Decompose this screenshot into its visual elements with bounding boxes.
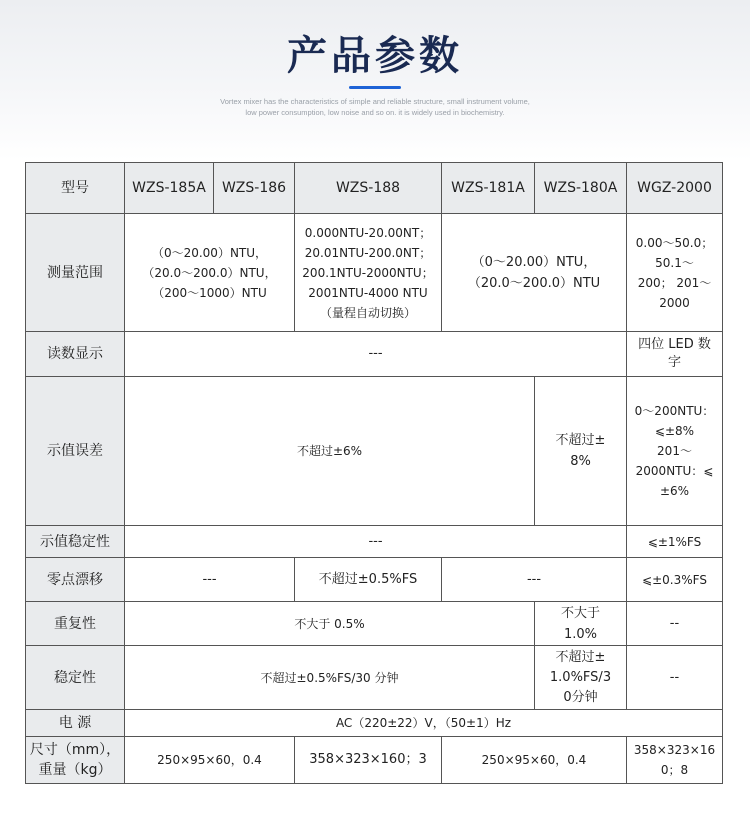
range-text: （20.0～200.0）NTU， (142, 265, 277, 280)
subtitle-line-2: low power consumption, low noise and so on. it is widely used in biochemistry. (245, 108, 505, 117)
title-underline (349, 86, 401, 89)
error-value-wgz-2000 (627, 377, 723, 526)
stability-main: 不超过±0.5%FS/30 分钟 (125, 646, 535, 710)
model-wzs-180a: WZS-180A (535, 163, 627, 214)
zero-drift-188: 不超过±0.5%FS (295, 558, 442, 602)
table-row-power (26, 710, 723, 737)
range-text: 20.01NTU-200.0NT； (304, 245, 432, 260)
table-row-repeatability (26, 602, 723, 646)
model-label: 型号 (26, 163, 125, 214)
error-text: 0～200NTU： (634, 404, 715, 418)
size-label-text: 尺寸（mm）， (29, 742, 121, 758)
stability-text: 1.0%FS/3 (549, 669, 612, 685)
display-text: 四位 LED 数 (638, 337, 711, 352)
model-wzs-188: WZS-188 (295, 163, 442, 214)
range-text: 50.1～ (655, 255, 694, 270)
stability-value-main: --- (125, 526, 627, 558)
error-label: 示值误差 (26, 377, 125, 526)
range-text: 0.000NTU-20.00NT； (304, 225, 432, 240)
error-text: 8% (570, 454, 591, 469)
display-label: 读数显示 (26, 332, 125, 377)
size-text: 358×323×16 (633, 743, 716, 757)
repeatability-wgz-2000: -- (627, 602, 723, 646)
error-value-main: 不超过±6% (125, 377, 535, 526)
subtitle-line-1: Vortex mixer has the characteristics of simple and reliable structure, small instrument volume, (220, 97, 530, 106)
range-text: 2000 (659, 295, 690, 310)
spec-table (25, 162, 723, 784)
table-row-stability (26, 646, 723, 710)
zero-drift-wgz-2000: ⩽±0.3%FS (627, 558, 723, 602)
stability-text: 不超过± (555, 649, 606, 665)
table-row-stability-value (26, 526, 723, 558)
size-wgz-2000 (627, 737, 723, 784)
table-row-display (26, 332, 723, 377)
range-text: 0.00～50.0； (635, 235, 714, 250)
repeatability-180a (535, 602, 627, 646)
range-text: （0～20.00）NTU， (471, 254, 597, 270)
error-text: ⩽±8% (654, 424, 695, 438)
stability-wgz-2000: -- (627, 646, 723, 710)
model-wzs-181a: WZS-181A (442, 163, 535, 214)
model-wgz-2000: WGZ-2000 (627, 163, 723, 214)
display-text: 字 (667, 355, 681, 370)
range-text: 200.1NTU-2000NTU； (302, 265, 434, 280)
range-text: （20.0～200.0）NTU (467, 275, 601, 291)
error-text: ±6% (659, 484, 690, 498)
size-188: 358×323×160；3 (295, 737, 442, 784)
range-cell-181a-180a (442, 214, 627, 332)
table-row-error (26, 377, 723, 526)
range-text: 200； 201～ (637, 275, 712, 290)
table-row-size (26, 737, 723, 784)
error-value-180a (535, 377, 627, 526)
zero-drift-185a-186: --- (125, 558, 295, 602)
range-cell-wgz-2000 (627, 214, 723, 332)
range-label: 测量范围 (26, 214, 125, 332)
zero-drift-181a-180a: --- (442, 558, 627, 602)
error-text: 2000NTU：⩽ (635, 464, 714, 478)
range-text: （0～20.00）NTU， (151, 245, 268, 260)
error-text: 不超过± (555, 433, 606, 448)
repeatability-label: 重复性 (26, 602, 125, 646)
table-row-range (26, 214, 723, 332)
repeatability-main: 不大于 0.5% (125, 602, 535, 646)
model-wzs-185a: WZS-185A (125, 163, 214, 214)
zero-drift-label: 零点漂移 (26, 558, 125, 602)
stability-value-label: 示值稳定性 (26, 526, 125, 558)
range-cell-185a-186 (125, 214, 295, 332)
table-row-model (26, 163, 723, 214)
size-text: 0；8 (660, 763, 689, 777)
page-subtitle (150, 96, 600, 118)
stability-180a (535, 646, 627, 710)
stability-label: 稳定性 (26, 646, 125, 710)
error-text: 201～ (657, 444, 692, 458)
size-185a-186: 250×95×60，0.4 (125, 737, 295, 784)
size-label-text: 重量（kg） (38, 762, 112, 778)
range-text: 2001NTU-4000 NTU (308, 285, 428, 300)
page-title: 产品参数 (287, 33, 463, 79)
range-text: （量程自动切换） (319, 305, 416, 320)
power-value: AC（220±22）V，（50±1）Hz (125, 710, 723, 737)
stability-value-wgz-2000: ⩽±1%FS (627, 526, 723, 558)
range-text: （200～1000）NTU (152, 285, 267, 300)
repeatability-text: 不大于 (560, 605, 600, 621)
repeatability-text: 1.0% (563, 626, 598, 642)
display-value: --- (125, 332, 627, 377)
stability-text: 0分钟 (563, 689, 598, 705)
range-cell-188 (295, 214, 442, 332)
table-row-zero-drift (26, 558, 723, 602)
display-wgz-2000 (627, 332, 723, 377)
size-label (26, 737, 125, 784)
power-label: 电 源 (26, 710, 125, 737)
model-wzs-186: WZS-186 (214, 163, 295, 214)
size-181a-180a: 250×95×60，0.4 (442, 737, 627, 784)
